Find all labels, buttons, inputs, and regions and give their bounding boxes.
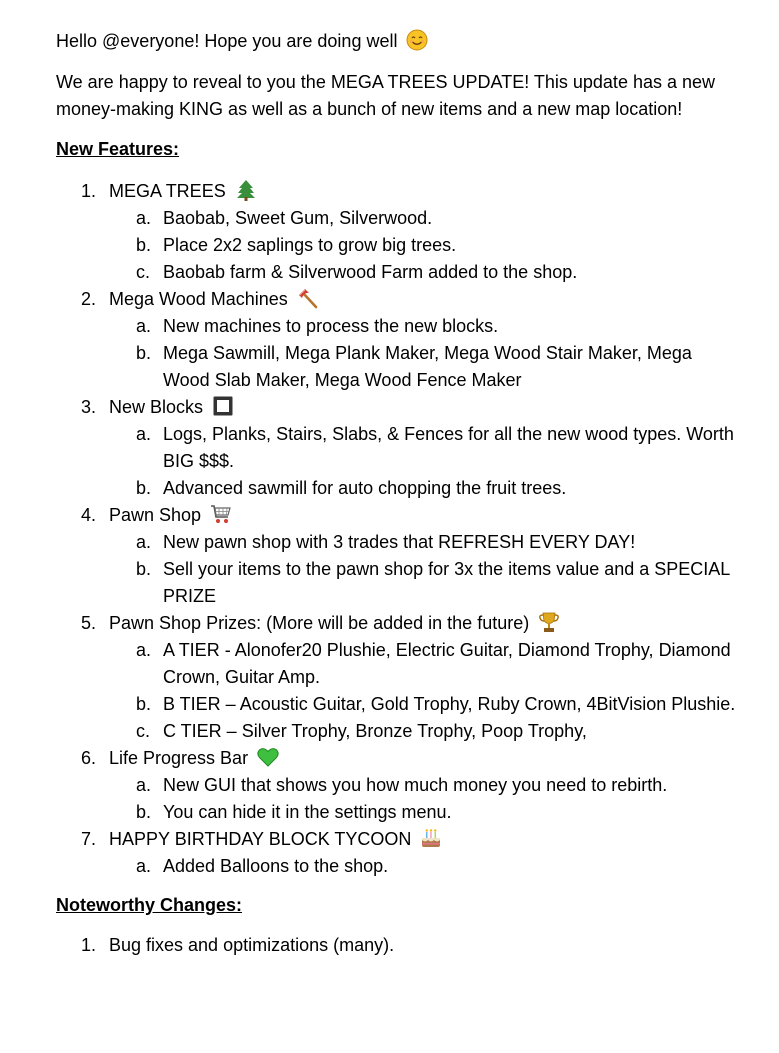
list-item-text: Pawn Shop Prizes: (More will be added in the future) [109,613,530,633]
square-icon [212,395,234,417]
sub-list-letter: b. [136,802,152,822]
intro-paragraph: We are happy to reveal to you the MEGA TREES UPDATE! This update has a new money-making KING as well as a bunch of new items and a new map location! [56,72,716,119]
sub-list-letter: a. [136,532,152,552]
sub-list-item [56,421,739,475]
sub-list-item [56,205,739,232]
list-number: 1. [81,935,97,955]
sub-list-letter: b. [136,235,152,255]
list-number: 7. [81,829,97,849]
sub-list-letter: a. [136,775,152,795]
sub-list-letter: a. [136,640,152,660]
sub-list-letter: b. [136,694,152,714]
list-number: 6. [81,748,97,768]
sub-list-item [56,232,739,259]
sub-list-item [56,853,739,880]
sub-list-letter: b. [136,559,152,579]
sub-list-item [56,772,739,799]
features-list [56,178,739,880]
green-heart-icon [257,746,279,768]
trophy-icon [538,611,560,633]
sub-list-text: A TIER - Alonofer20 Plushie, Electric Guitar, Diamond Trophy, Diamond Crown, Guitar Amp. [163,640,731,687]
list-number: 5. [81,613,97,633]
smiling-face-icon [406,29,428,51]
sub-list [109,853,739,880]
sub-list-letter: c. [136,262,151,282]
sub-list-item [56,475,739,502]
sub-list-letter: a. [136,424,152,444]
cart-icon [210,503,232,525]
list-item-text: Life Progress Bar [109,748,249,768]
list-item-text: Mega Wood Machines [109,289,288,309]
sub-list [109,421,739,502]
sub-list-item [56,799,739,826]
greeting-text: Hello @everyone! Hope you are doing well [56,31,398,51]
sub-list-text: Advanced sawmill for auto chopping the fruit trees. [163,478,567,498]
list-number: 3. [81,397,97,417]
feature-item [56,610,739,745]
list-item-text: HAPPY BIRTHDAY BLOCK TYCOON [109,829,412,849]
sub-list-item [56,340,739,394]
list-item-text: Pawn Shop [109,505,202,525]
sub-list-text: New GUI that shows you how much money you need to rebirth. [163,775,668,795]
tree-icon [235,179,257,201]
axe-icon [297,287,319,309]
list-item-text: Bug fixes and optimizations (many). [109,935,395,955]
greeting-line [56,28,739,55]
sub-list-text: Logs, Planks, Stairs, Slabs, & Fences for all the new wood types. Worth BIG $$$. [163,424,734,471]
sub-list-text: B TIER – Acoustic Guitar, Gold Trophy, Ruby Crown, 4BitVision Plushie. [163,694,736,714]
feature-item [56,745,739,826]
list-number: 1. [81,181,97,201]
sub-list-item [56,556,739,610]
sub-list [109,205,739,286]
feature-item [56,394,739,502]
noteworthy-changes-heading: Noteworthy Changes: [56,895,243,915]
sub-list-item [56,529,739,556]
list-item-text: MEGA TREES [109,181,226,201]
sub-list-letter: a. [136,316,152,336]
sub-list-text: Mega Sawmill, Mega Plank Maker, Mega Wood Stair Maker, Mega Wood Slab Maker, Mega Wood Fence Maker [163,343,692,390]
sub-list-text: Baobab, Sweet Gum, Silverwood. [163,208,433,228]
feature-item [56,178,739,286]
sub-list-text: New pawn shop with 3 trades that REFRESH EVERY DAY! [163,532,636,552]
feature-item [56,826,739,880]
sub-list-item [56,313,739,340]
sub-list-letter: a. [136,856,152,876]
sub-list-text: Baobab farm & Silverwood Farm added to the shop. [163,262,578,282]
feature-item [56,286,739,394]
sub-list [109,529,739,610]
sub-list-text: C TIER – Silver Trophy, Bronze Trophy, Poop Trophy, [163,721,587,741]
sub-list-item [56,718,739,745]
sub-list-text: You can hide it in the settings menu. [163,802,452,822]
list-item-text: New Blocks [109,397,204,417]
sub-list-text: Sell your items to the pawn shop for 3x the items value and a SPECIAL PRIZE [163,559,730,606]
sub-list-letter: b. [136,478,152,498]
sub-list-item [56,691,739,718]
list-number: 2. [81,289,97,309]
sub-list-letter: a. [136,208,152,228]
sub-list-item [56,637,739,691]
sub-list-letter: c. [136,721,151,741]
list-number: 4. [81,505,97,525]
change-item [56,932,739,959]
cake-icon [420,827,442,849]
sub-list-item [56,259,739,286]
sub-list [109,772,739,826]
sub-list-text: New machines to process the new blocks. [163,316,499,336]
sub-list-text: Place 2x2 saplings to grow big trees. [163,235,457,255]
new-features-heading: New Features: [56,139,180,159]
changes-list [56,932,739,959]
sub-list [109,313,739,394]
sub-list [109,637,739,745]
sub-list-text: Added Balloons to the shop. [163,856,389,876]
sub-list-letter: b. [136,343,152,363]
feature-item [56,502,739,610]
